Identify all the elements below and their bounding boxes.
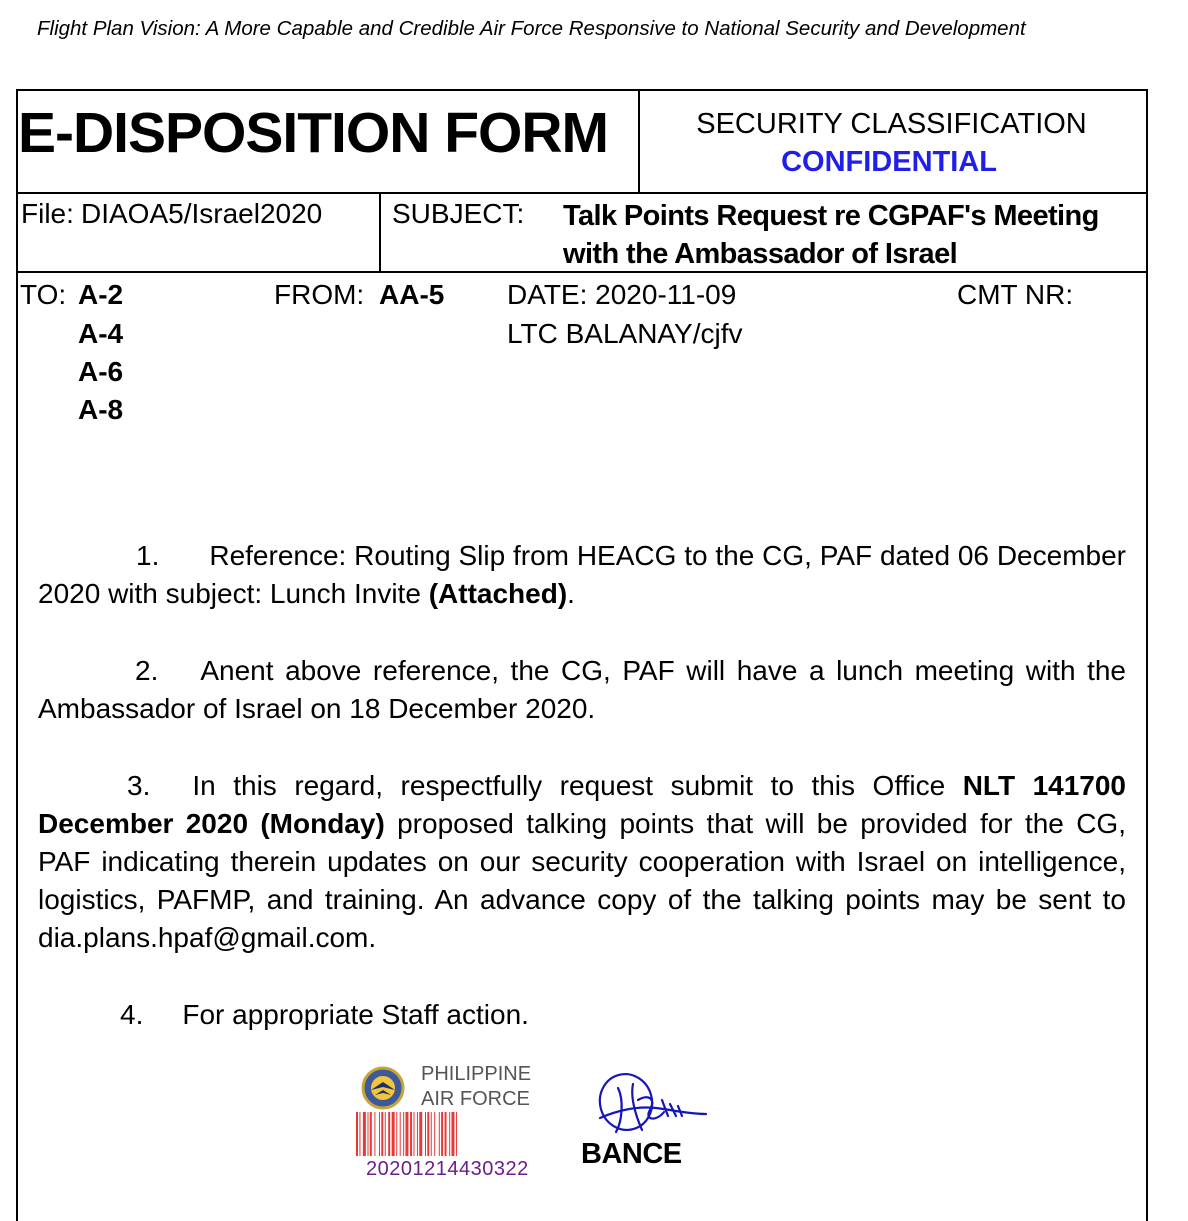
paragraph-text: In this regard, respectfully request submit to this Office — [192, 770, 946, 801]
brand-line-1: PHILIPPINE — [421, 1063, 532, 1085]
security-classification-value: CONFIDENTIAL — [781, 146, 997, 178]
paragraph-number: 2. — [135, 655, 159, 686]
barcode-bar — [396, 1112, 397, 1156]
subject-label: SUBJECT: — [392, 198, 525, 229]
barcode-bar — [359, 1112, 360, 1156]
barcode-bar — [403, 1112, 404, 1156]
paragraph-1 — [38, 537, 1126, 613]
to-recipient: A-2 — [78, 279, 124, 310]
paragraph-number: 4. — [120, 999, 144, 1030]
barcode-bar — [434, 1112, 435, 1156]
form-title: E-DISPOSITION FORM — [18, 101, 609, 165]
date-field: DATE: 2020-11-09 — [507, 279, 737, 310]
to-recipient: A-6 — [78, 356, 124, 387]
to-recipient: A-4 — [78, 318, 124, 349]
brand-line-2: AIR FORCE — [421, 1088, 530, 1110]
barcode-bar — [431, 1112, 432, 1156]
brand-text — [421, 1062, 531, 1112]
subject-text — [563, 197, 1138, 273]
file-value: DIAOA5/Israel2020 — [81, 198, 323, 229]
paragraph-end: . — [567, 578, 575, 609]
barcode-bar — [445, 1112, 447, 1156]
attached-note: (Attached) — [428, 578, 568, 609]
barcode-bar — [356, 1112, 358, 1156]
barcode-bar — [441, 1112, 443, 1156]
paragraph-text: For appropriate Staff action. — [182, 999, 529, 1030]
deadline: NLT 141700 December 2020 (Monday) — [38, 770, 1127, 839]
barcode-bar — [388, 1112, 390, 1156]
security-classification-label: SECURITY CLASSIFICATION — [696, 108, 1087, 140]
barcode — [356, 1112, 552, 1156]
from-label: FROM: — [274, 279, 365, 310]
barcode-bar — [379, 1112, 380, 1156]
file-label: File: — [21, 198, 74, 229]
barcode-bar — [449, 1112, 450, 1156]
barcode-bar — [427, 1112, 429, 1156]
barcode-bar — [425, 1112, 426, 1156]
from-value: AA-5 — [379, 279, 445, 310]
barcode-number: 20201214430322 — [366, 1158, 529, 1180]
barcode-bar — [400, 1112, 401, 1156]
barcode-bar — [419, 1112, 422, 1156]
paf-seal-icon — [361, 1066, 405, 1110]
to-label: TO: — [20, 279, 67, 310]
subject-line-2: with the Ambassador of Israel — [563, 238, 958, 270]
divider-title — [638, 89, 640, 193]
barcode-bar — [381, 1112, 383, 1156]
subject-line-1: Talk Points Request re CGPAF's Meeting — [563, 200, 1099, 232]
paragraph-text: Anent above reference, the CG, PAF will have a lunch meeting with the Ambassador of Israel on 18 December 2020. — [38, 655, 1126, 724]
paragraph-number: 3. — [127, 770, 151, 801]
vision-statement: Flight Plan Vision: A More Capable and Credible Air Force Responsive to National Security and Development — [37, 17, 1026, 40]
barcode-bar — [417, 1112, 418, 1156]
barcode-bar — [451, 1112, 454, 1156]
to-recipient: A-8 — [78, 394, 124, 425]
paragraph-number: 1. — [136, 540, 160, 571]
paragraph-4 — [38, 996, 1126, 1034]
barcode-bar — [405, 1112, 408, 1156]
signatory-name: BANCE — [581, 1138, 682, 1170]
divider-file — [379, 192, 381, 272]
barcode-bar — [439, 1112, 440, 1156]
signature-mark — [578, 1070, 713, 1145]
barcode-bar — [385, 1112, 386, 1156]
barcode-bar — [363, 1112, 366, 1156]
paragraph-text: proposed talking points that will be provided for the CG, PAF indicating therein updates on our security cooperation with Israel on intelligence, logistics, PAFMP, and training. An advance copy of the talking points may be sent to dia.plans.hpaf@gmail.com. — [38, 808, 1126, 953]
paragraph-2 — [38, 652, 1126, 728]
divider-header — [16, 192, 1146, 194]
barcode-bar — [370, 1112, 372, 1156]
barcode-bar — [392, 1112, 395, 1156]
barcode-bar — [368, 1112, 369, 1156]
barcode-bar — [414, 1112, 415, 1156]
barcode-bar — [374, 1112, 375, 1156]
barcode-bar — [456, 1112, 457, 1156]
cmt-nr-label: CMT NR: — [957, 279, 1074, 310]
paragraph-3 — [38, 767, 1126, 957]
paragraph-text: Reference: Routing Slip from HEACG to the CG, PAF dated 06 December 2020 with subject: Lunch Invite — [38, 540, 1126, 609]
originator: LTC BALANAY/cjfv — [507, 318, 743, 349]
barcode-bar — [410, 1112, 412, 1156]
